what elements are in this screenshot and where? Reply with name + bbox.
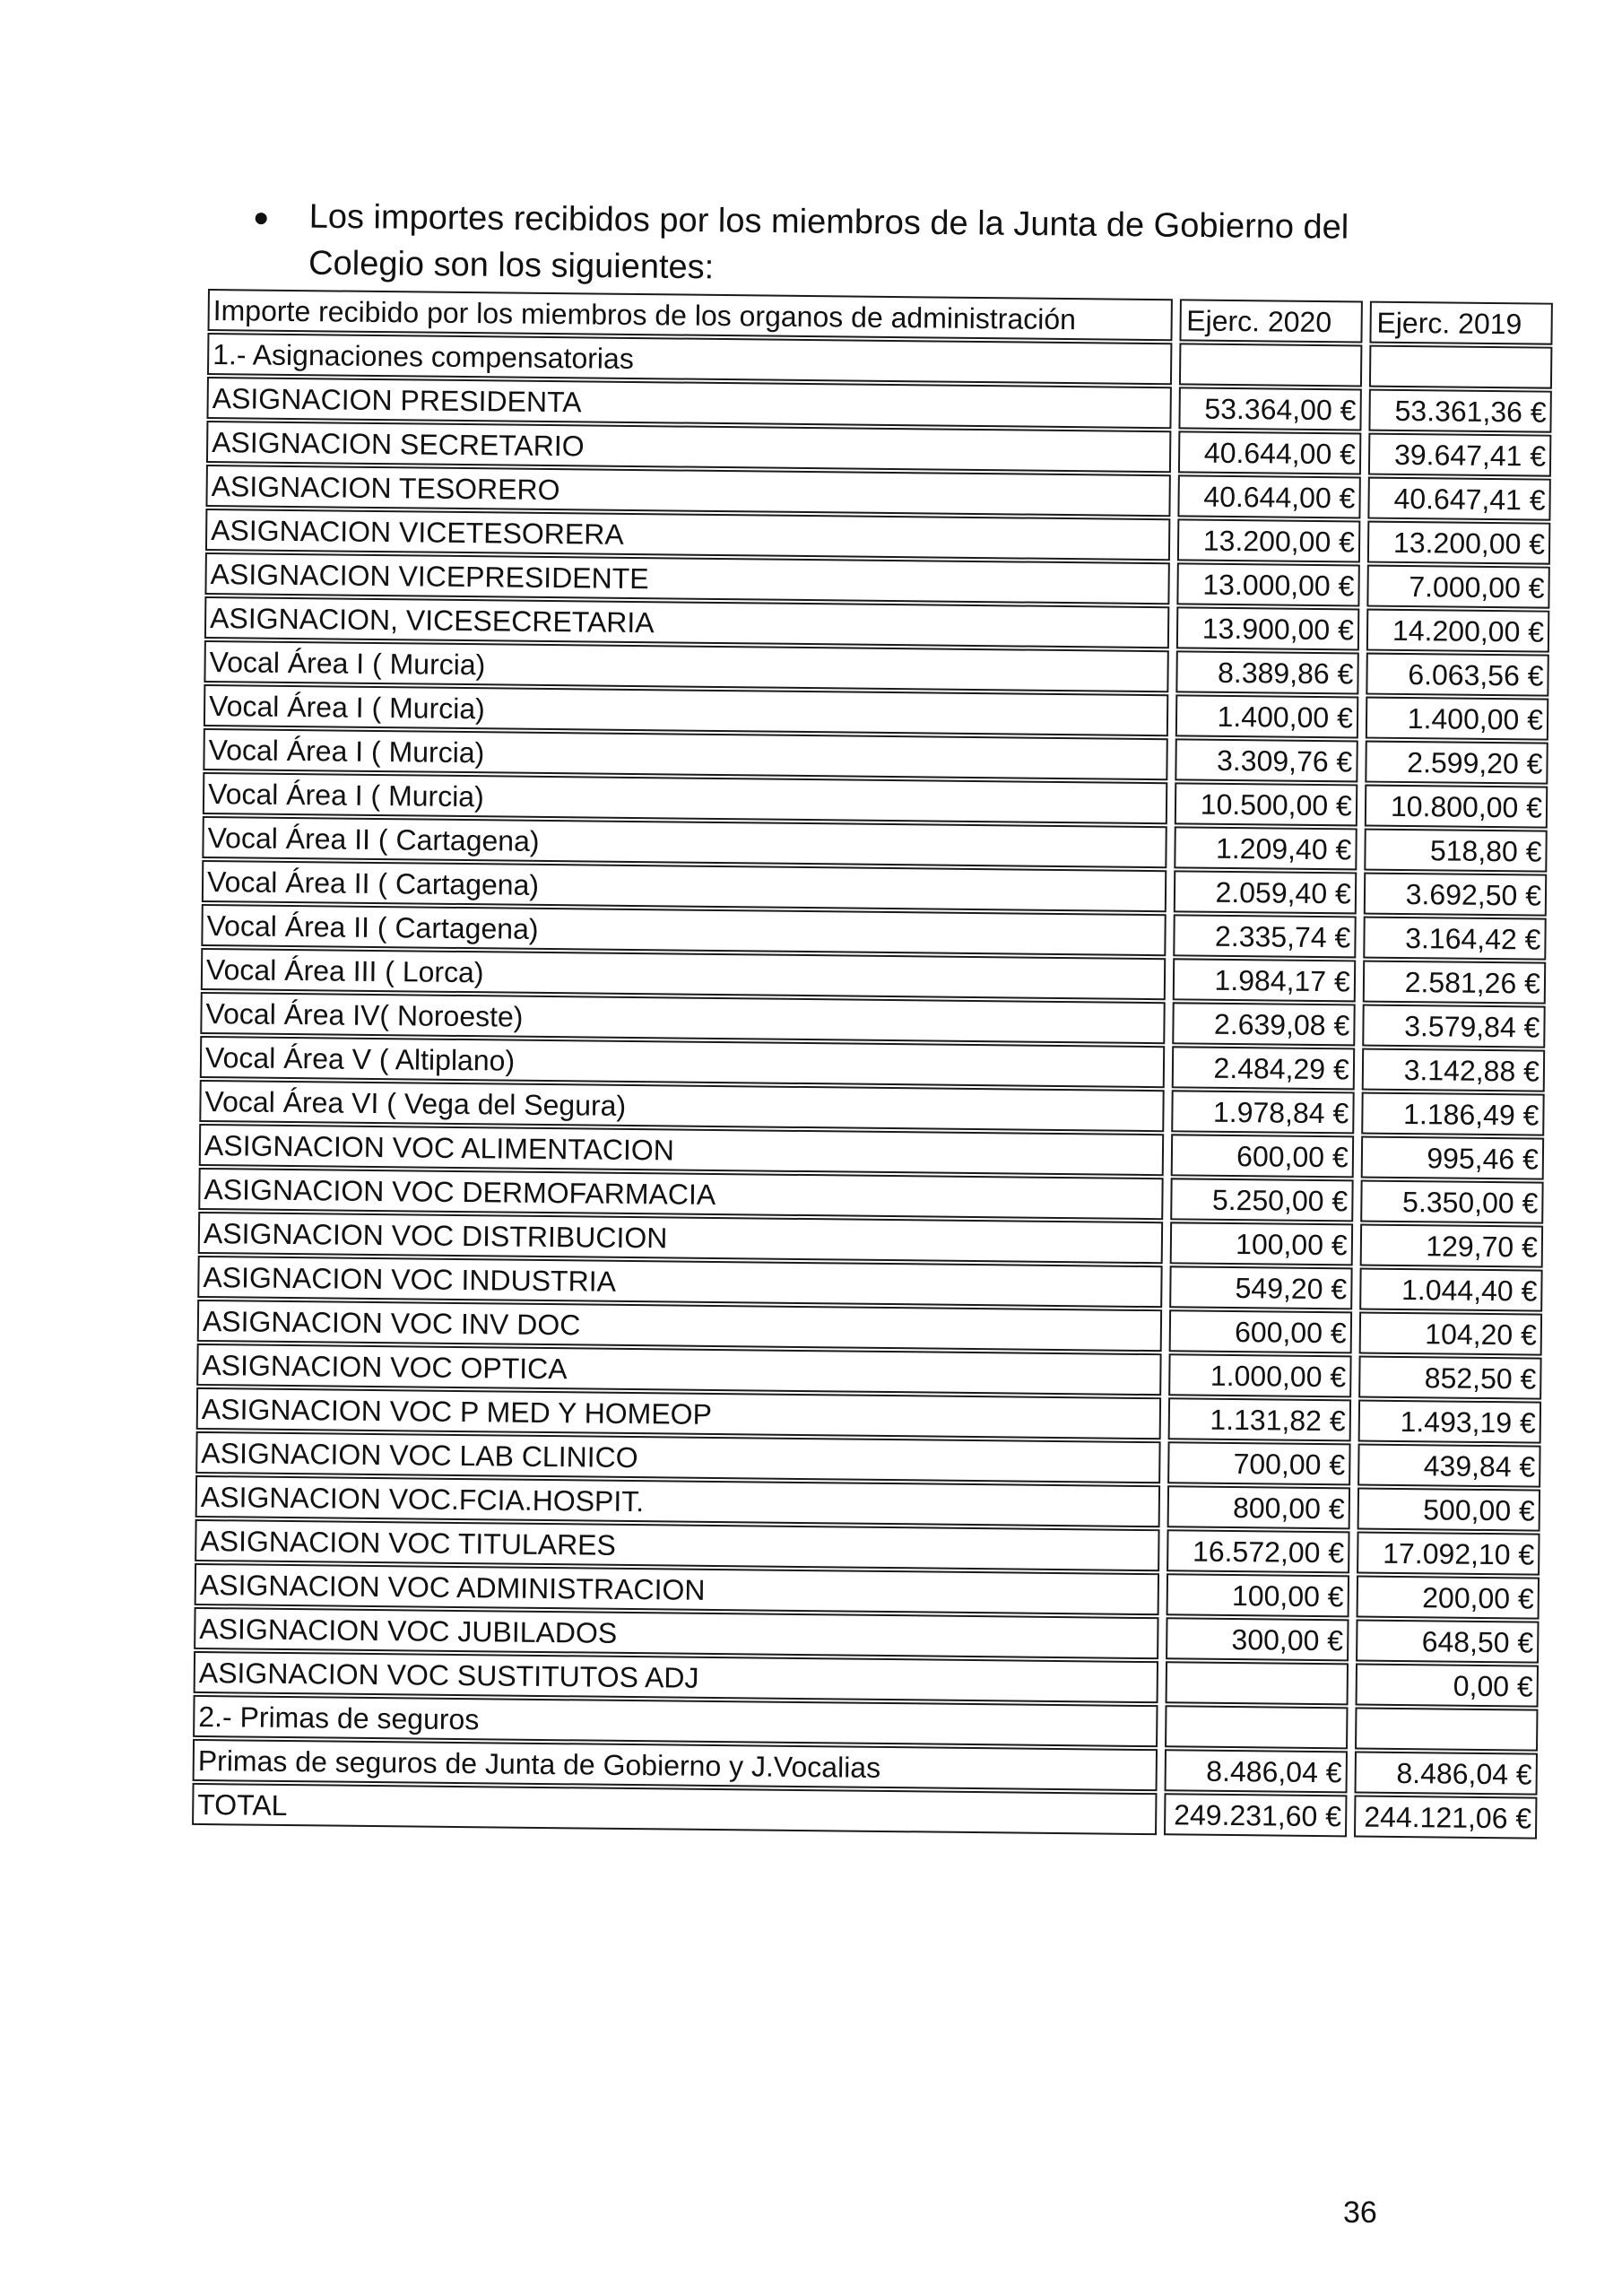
row-value-2019: 3.164,42 € — [1363, 917, 1547, 961]
row-value-2020: 13.000,00 € — [1176, 562, 1360, 606]
row-value-2019: 500,00 € — [1357, 1487, 1540, 1531]
row-value-2019: 2.599,20 € — [1365, 741, 1548, 785]
row-value-2019: 1.493,19 € — [1357, 1400, 1541, 1444]
row-value-2019: 17.092,10 € — [1357, 1531, 1540, 1575]
row-value-2019: 5.350,00 € — [1360, 1180, 1544, 1224]
row-value-2020: 2.484,29 € — [1171, 1046, 1355, 1090]
row-value-2020: 13.900,00 € — [1175, 606, 1359, 650]
row-value-2019: 1.044,40 € — [1359, 1268, 1543, 1312]
row-value-2019: 53.361,36 € — [1368, 389, 1552, 433]
row-label: ASIGNACION VOC INV DOC — [197, 1300, 1162, 1352]
header-2020: Ejerc. 2020 — [1179, 299, 1363, 343]
row-value-2020: 53.364,00 € — [1178, 387, 1362, 430]
row-value-2019: 8.486,04 € — [1354, 1751, 1538, 1795]
row-label: ASIGNACION PRESIDENTA — [206, 377, 1171, 429]
row-value-2020: 40.644,00 € — [1177, 474, 1361, 518]
row-value-2019: 7.000,00 € — [1366, 565, 1550, 609]
row-value-2020: 1.978,84 € — [1171, 1090, 1355, 1134]
row-value-2019: 439,84 € — [1357, 1443, 1541, 1487]
row-label: ASIGNACION VOC JUBILADOS — [194, 1607, 1158, 1659]
row-value-2019: 518,80 € — [1364, 829, 1548, 873]
compensation-table — [192, 289, 1553, 1841]
row-value-2020: 5.250,00 € — [1170, 1178, 1354, 1222]
row-value-2020: 600,00 € — [1170, 1134, 1354, 1178]
row-value-2020: 3.309,76 € — [1175, 738, 1358, 782]
row-value-2020: 16.572,00 € — [1167, 1529, 1350, 1573]
row-value-2019: 852,50 € — [1358, 1356, 1542, 1400]
row-label: Vocal Área II ( Cartagena) — [202, 860, 1167, 912]
row-label: Vocal Área III ( Lorca) — [201, 948, 1166, 1000]
row-value-2019 — [1355, 1707, 1539, 1751]
row-value-2019: 995,46 € — [1360, 1136, 1544, 1180]
table-body — [193, 333, 1553, 1797]
row-value-2020: 800,00 € — [1167, 1485, 1350, 1529]
row-label: ASIGNACION VOC ALIMENTACION — [199, 1124, 1164, 1176]
row-label: Vocal Área VI ( Vega del Segura) — [199, 1080, 1164, 1132]
row-label: 1.- Asignaciones compensatorias — [207, 333, 1172, 385]
row-value-2020: 1.984,17 € — [1172, 958, 1356, 1002]
row-label: ASIGNACION VOC OPTICA — [196, 1344, 1161, 1396]
row-value-2019: 0,00 € — [1355, 1663, 1539, 1707]
row-value-2020 — [1179, 343, 1363, 387]
row-label: Vocal Área I ( Murcia) — [204, 684, 1168, 736]
row-value-2020: 549,20 € — [1169, 1265, 1353, 1309]
row-value-2019: 6.063,56 € — [1366, 653, 1549, 697]
header-label: Importe recibido por los miembros de los organos de administración — [208, 289, 1173, 341]
row-label: Vocal Área II ( Cartagena) — [202, 816, 1167, 868]
row-label: Vocal Área IV( Noroeste) — [200, 992, 1165, 1044]
row-value-2020: 40.644,00 € — [1178, 430, 1362, 474]
bullet-icon — [256, 213, 267, 224]
row-value-2020: 300,00 € — [1166, 1617, 1349, 1661]
intro-text: Los importes recibidos por los miembros de la Junta de Gobierno del Colegio son los siguientes: — [308, 197, 1349, 287]
row-value-2020: 700,00 € — [1167, 1441, 1351, 1485]
page-number: 36 — [1343, 2196, 1377, 2230]
row-value-2019: 3.692,50 € — [1364, 873, 1548, 917]
row-value-2019: 200,00 € — [1356, 1575, 1540, 1619]
row-value-2020 — [1165, 1661, 1349, 1705]
row-label: ASIGNACION VOC DISTRIBUCION — [198, 1212, 1163, 1264]
row-value-2019: 14.200,00 € — [1366, 609, 1550, 653]
row-value-2020: 10.500,00 € — [1174, 782, 1357, 826]
row-value-2019: 1.186,49 € — [1361, 1092, 1545, 1136]
row-value-2020: 1.209,40 € — [1174, 826, 1357, 870]
row-label: Vocal Área I ( Murcia) — [204, 640, 1168, 692]
row-label: Primas de seguros de Junta de Gobierno y J.Vocalias — [193, 1739, 1158, 1791]
total-2019: 244.121,06 € — [1354, 1795, 1538, 1839]
total-2020: 249.231,60 € — [1164, 1793, 1348, 1837]
row-label: Vocal Área II ( Cartagena) — [201, 904, 1166, 956]
row-value-2019: 3.579,84 € — [1362, 1004, 1546, 1048]
row-value-2020: 8.389,86 € — [1175, 650, 1359, 694]
row-label: Vocal Área I ( Murcia) — [203, 728, 1167, 780]
row-label: ASIGNACION VOC ADMINISTRACION — [195, 1563, 1159, 1615]
row-value-2019: 104,20 € — [1358, 1312, 1542, 1356]
row-value-2019: 13.200,00 € — [1367, 521, 1551, 565]
row-value-2020: 13.200,00 € — [1176, 518, 1360, 562]
row-value-2019: 3.142,88 € — [1362, 1048, 1546, 1092]
row-label: ASIGNACION TESORERO — [205, 465, 1170, 517]
row-value-2020: 8.486,04 € — [1164, 1749, 1348, 1793]
row-value-2020: 2.335,74 € — [1173, 914, 1357, 958]
row-label: ASIGNACION VOC DERMOFARMACIA — [198, 1168, 1163, 1220]
row-value-2019: 40.647,41 € — [1367, 477, 1551, 521]
row-value-2020: 100,00 € — [1169, 1222, 1353, 1265]
row-value-2019: 648,50 € — [1356, 1619, 1540, 1663]
header-2019: Ejerc. 2019 — [1369, 301, 1553, 345]
row-value-2020: 2.639,08 € — [1172, 1002, 1356, 1046]
row-value-2020: 1.000,00 € — [1168, 1353, 1352, 1397]
row-value-2020: 1.131,82 € — [1167, 1397, 1351, 1441]
row-label: Vocal Área I ( Murcia) — [203, 772, 1167, 824]
row-label: ASIGNACION VOC.FCIA.HOSPIT. — [195, 1475, 1160, 1527]
row-label: ASIGNACION VOC P MED Y HOMEOP — [196, 1387, 1161, 1439]
row-value-2019: 39.647,41 € — [1368, 433, 1552, 477]
row-label: ASIGNACION VICETESORERA — [205, 509, 1170, 561]
row-label: ASIGNACION VICEPRESIDENTE — [204, 552, 1169, 604]
row-label: ASIGNACION VOC LAB CLINICO — [195, 1431, 1160, 1483]
row-value-2020: 100,00 € — [1166, 1573, 1349, 1617]
row-value-2020: 2.059,40 € — [1173, 870, 1357, 914]
row-label: ASIGNACION VOC TITULARES — [195, 1519, 1159, 1571]
row-label: ASIGNACION VOC INDUSTRIA — [197, 1256, 1162, 1308]
row-value-2020 — [1165, 1705, 1349, 1749]
row-label: ASIGNACION SECRETARIO — [206, 421, 1171, 473]
row-label: ASIGNACION, VICESECRETARIA — [204, 596, 1169, 648]
row-label: Vocal Área V ( Altiplano) — [200, 1036, 1165, 1088]
row-value-2019: 129,70 € — [1359, 1224, 1543, 1268]
row-value-2019 — [1369, 345, 1553, 389]
row-value-2019: 10.800,00 € — [1365, 785, 1548, 829]
total-label: TOTAL — [192, 1783, 1157, 1835]
row-label: ASIGNACION VOC SUSTITUTOS ADJ — [194, 1651, 1158, 1703]
row-label: 2.- Primas de seguros — [193, 1695, 1158, 1747]
row-value-2019: 1.400,00 € — [1366, 697, 1549, 741]
intro-paragraph — [255, 193, 1466, 299]
row-value-2019: 2.581,26 € — [1363, 961, 1547, 1004]
row-value-2020: 1.400,00 € — [1175, 694, 1358, 738]
row-value-2020: 600,00 € — [1168, 1309, 1352, 1353]
